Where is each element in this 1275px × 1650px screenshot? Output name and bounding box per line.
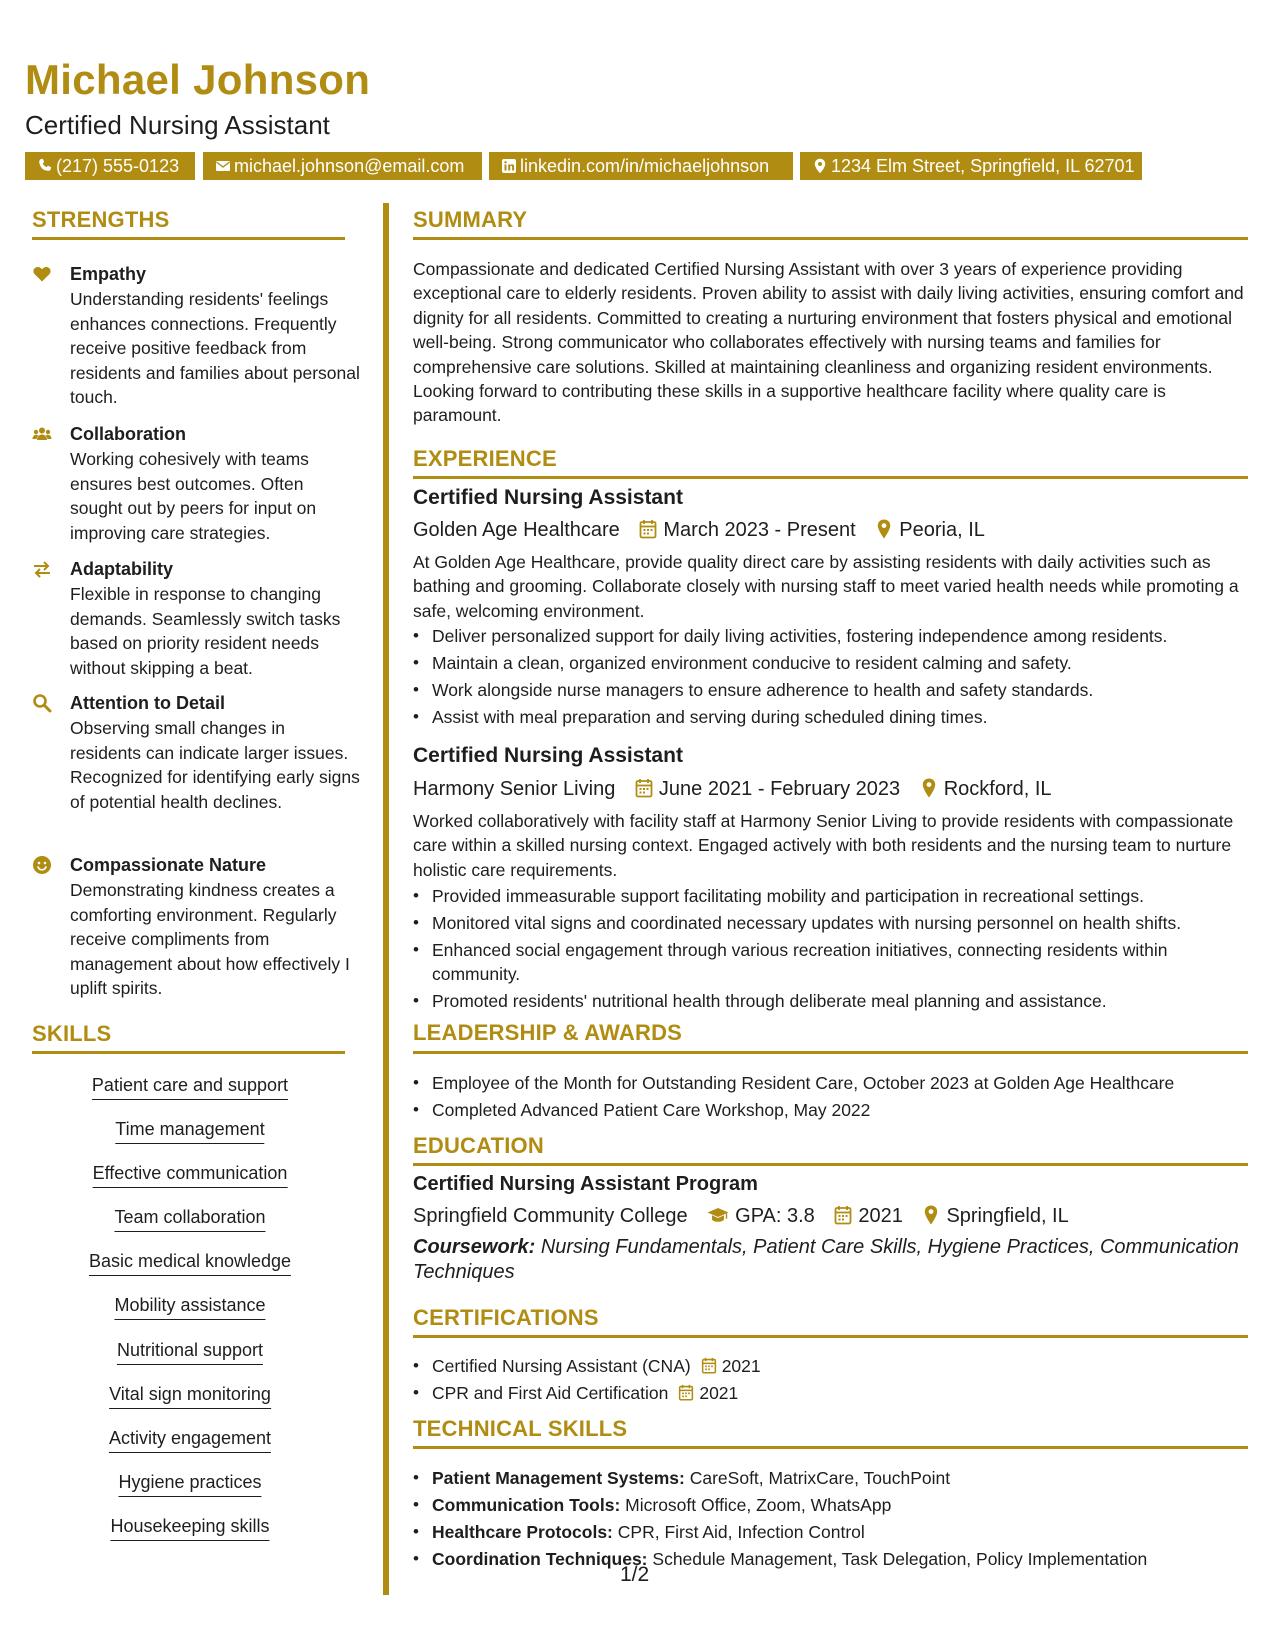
strength-name: Compassionate Nature [70,855,267,875]
job-bullet: • Deliver personalized support for daily living activities, fostering independence among residents. [413,624,1253,648]
job-description: Worked collaboratively with facility staff at Harmony Senior Living to provide residents with compassionate care within a skilled nursing context. Engaged actively with both residents and the nursing team to nurture holistic care requirements. [413,811,1234,880]
strength-name: Attention to Detail [70,693,225,713]
skill-item: Nutritional support [117,1338,263,1365]
job-bullet: • Work alongside nurse managers to ensure adherence to health and safety standards. [413,678,1253,702]
technical-skills-heading: TECHNICAL SKILLS [413,1416,628,1441]
strength-description: Observing small changes in residents can indicate larger issues. Recognized for identifying early signs of potential health declines. [70,718,360,812]
job-bullets [413,884,1253,1016]
certification-item [413,1381,1253,1405]
exchange-arrows-icon [32,559,52,579]
envelope-icon [215,158,231,174]
job-bullet: • Enhanced social engagement through various recreation initiatives, connecting residents within community. [413,938,1253,986]
technical-skill-value: CareSoft, MatrixCare, TouchPoint [689,1468,951,1488]
certification-year: 2021 [699,1383,739,1403]
calendar-icon [678,1384,694,1401]
calendar-icon [639,519,657,539]
job-bullet: • Maintain a clean, organized environment conducive to resident calming and safety. [413,651,1253,675]
job-meta [413,776,1052,802]
education-meta [413,1203,1069,1229]
contact-address[interactable] [800,152,1142,180]
award-item: • Completed Advanced Patient Care Workshop, May 2022 [413,1098,1253,1122]
map-marker-icon [812,158,828,174]
certification-name: Certified Nursing Assistant (CNA) [432,1356,691,1376]
users-icon [32,424,52,444]
skill-item: Vital sign monitoring [109,1382,271,1409]
technical-skill-value: CPR, First Aid, Infection Control [617,1522,865,1542]
skill-item: Activity engagement [109,1426,271,1453]
page-number: 1/2 [620,1563,650,1586]
search-icon [32,693,52,713]
certification-item [413,1354,1253,1378]
skill-item: Time management [115,1117,264,1144]
summary-heading: SUMMARY [413,207,528,232]
certification-name: CPR and First Aid Certification [432,1383,669,1403]
certification-year: 2021 [721,1356,761,1376]
summary-text: Compassionate and dedicated Certified Nursing Assistant with over 3 years of experience providing exceptional care to elderly residents. Proven ability to assist with daily living activities, ensuring comfort and dignity for all residents. Committed to creating a nurturing environment that fosters physical and emotional well-being. Strong communicator who collaborates effectively with nursing teams and families for comprehensive care solutions. Skilled at maintaining cleanliness and organizing resident environments. Looking forward to contributing these skills in a supportive healthcare facility where quality care is paramount. [413,259,1244,426]
technical-skill-item [413,1493,1253,1517]
education-location: Springfield, IL [946,1205,1069,1227]
technical-skill-item [413,1547,1253,1571]
experience-rule [413,476,1248,479]
technical-skills-rule [413,1446,1248,1449]
linkedin-icon [501,158,517,174]
map-marker-icon [875,519,893,539]
coursework-list: Nursing Fundamentals, Patient Care Skills, Hygiene Practices, Communication Techniques [413,1236,1239,1283]
contact-phone-text: (217) 555-0123 [56,156,180,176]
certifications-rule [413,1335,1248,1338]
job-company: Golden Age Healthcare [413,519,620,541]
candidate-name: Michael Johnson [25,56,371,103]
calendar-icon [834,1205,852,1225]
job-location: Rockford, IL [943,778,1052,800]
job-location: Peoria, IL [899,519,985,541]
contact-linkedin[interactable] [489,152,793,180]
education-rule [413,1163,1248,1166]
technical-skill-label: Patient Management Systems: [432,1468,685,1488]
coursework-label: Coursework: [413,1236,536,1258]
skill-item: Housekeeping skills [110,1514,269,1541]
skill-item: Team collaboration [114,1205,265,1232]
strength-description: Working cohesively with teams ensures best outcomes. Often sought out by peers for input on improving care strategies. [70,449,317,543]
strength-name: Collaboration [70,424,186,444]
skill-item: Patient care and support [92,1073,288,1100]
strengths-rule [32,237,345,240]
education-coursework [413,1235,1253,1285]
summary-rule [413,237,1248,240]
technical-skill-item [413,1466,1253,1490]
skill-item: Basic medical knowledge [89,1249,291,1276]
job-bullet: • Promoted residents' nutritional health through deliberate meal planning and assistance. [413,989,1253,1013]
map-marker-icon [920,778,938,798]
job-title: Certified Nursing Assistant [413,744,683,767]
contact-linkedin-text: linkedin.com/in/michaeljohnson [520,156,770,176]
strength-name: Empathy [70,264,147,284]
skills-rule [32,1051,345,1054]
graduation-cap-icon [707,1205,729,1225]
certifications-heading: CERTIFICATIONS [413,1305,599,1330]
skills-heading: SKILLS [32,1021,112,1046]
contact-email[interactable] [203,152,482,180]
job-bullets [413,624,1253,732]
contact-address-text: 1234 Elm Street, Springfield, IL 62701 [831,156,1135,176]
heart-icon [32,264,52,284]
technical-skill-label: Healthcare Protocols: [432,1522,613,1542]
calendar-icon [701,1357,717,1374]
technical-skill-label: Coordination Techniques: [432,1549,648,1569]
technical-skill-value: Schedule Management, Task Delegation, Policy Implementation [652,1549,1148,1569]
contact-phone[interactable] [25,152,195,180]
education-gpa: GPA: 3.8 [735,1205,815,1227]
technical-skills-list [413,1466,1253,1574]
strength-description: Understanding residents' feelings enhances connections. Frequently receive positive feedback from residents and families about personal touch. [70,289,360,407]
job-title: Certified Nursing Assistant [413,486,683,509]
job-meta [413,517,985,543]
calendar-icon [635,778,653,798]
award-item: • Employee of the Month for Outstanding Resident Care, October 2023 at Golden Age Healthcare [413,1071,1253,1095]
smile-icon [32,855,52,875]
education-heading: EDUCATION [413,1133,544,1158]
certifications-list [413,1354,1253,1408]
strength-description: Demonstrating kindness creates a comforting environment. Regularly receive compliments from management about how effectively I uplift spirits. [70,880,350,998]
strength-name: Adaptability [70,559,174,579]
job-company: Harmony Senior Living [413,778,616,800]
experience-heading: EXPERIENCE [413,446,557,471]
job-dates: March 2023 - Present [663,519,856,541]
job-bullet: • Assist with meal preparation and serving during scheduled dining times. [413,705,1253,729]
job-bullet: • Provided immeasurable support facilitating mobility and participation in recreational settings. [413,884,1253,908]
column-divider [383,203,389,1595]
skill-item: Hygiene practices [118,1470,261,1497]
job-description: At Golden Age Healthcare, provide quality direct care by assisting residents with daily activities such as bathing and grooming. Collaborate closely with nursing staff to meet varied health needs while promoting a safe, welcoming environment. [413,552,1239,621]
leadership-list [413,1071,1253,1125]
leadership-heading: LEADERSHIP & AWARDS [413,1020,683,1045]
contact-email-text: michael.johnson@email.com [234,156,465,176]
technical-skill-label: Communication Tools: [432,1495,621,1515]
phone-icon [37,158,53,174]
leadership-rule [413,1051,1248,1054]
education-year: 2021 [858,1205,903,1227]
education-program: Certified Nursing Assistant Program [413,1173,758,1195]
skill-item: Mobility assistance [114,1293,265,1320]
strengths-heading: STRENGTHS [32,207,170,232]
job-dates: June 2021 - February 2023 [658,778,901,800]
skill-item: Effective communication [93,1161,288,1188]
job-bullet: • Monitored vital signs and coordinated necessary updates with nursing personnel on health shifts. [413,911,1253,935]
map-marker-icon [922,1205,940,1225]
technical-skill-value: Microsoft Office, Zoom, WhatsApp [625,1495,892,1515]
education-school: Springfield Community College [413,1205,688,1227]
strength-description: Flexible in response to changing demands. Seamlessly switch tasks based on priority resident needs without skipping a beat. [70,584,341,678]
technical-skill-item [413,1520,1253,1544]
candidate-title: Certified Nursing Assistant [25,110,330,140]
